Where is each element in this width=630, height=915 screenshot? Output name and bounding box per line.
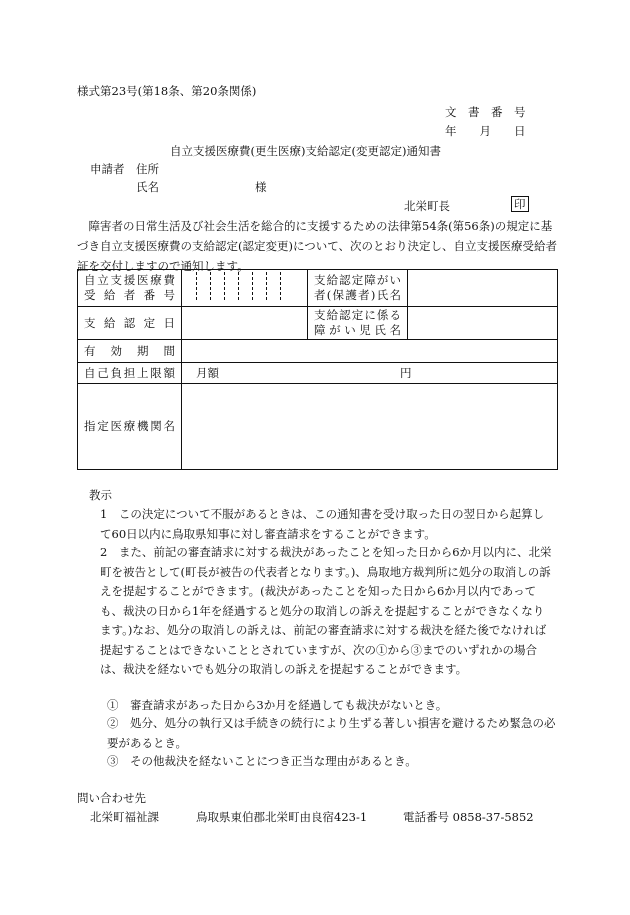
seal-mark: 印	[511, 196, 529, 212]
certification-table	[77, 269, 558, 470]
medical-institution-label: 指定医療機関名	[78, 384, 182, 470]
notice-sub-item-3: ③ その他裁決を経ないことにつき正当な理由があるとき。	[107, 754, 417, 768]
issuer: 北栄町長	[404, 199, 450, 213]
recipient-name-label: 支給認定障がい 者(保護者)氏名	[308, 270, 408, 307]
child-name-label: 支給認定に係る 障がい児氏名	[308, 307, 408, 340]
validity-period-label: 有効期間	[78, 340, 182, 363]
certification-date-label: 支給認定日	[78, 307, 182, 340]
recipient-number-field[interactable]	[182, 270, 308, 307]
recipient-number-label: 自立支援医療費 受給者番号	[78, 270, 182, 307]
notice-heading: 教示	[89, 488, 112, 502]
form-number: 様式第23号(第18条、第20条関係)	[77, 84, 257, 98]
applicant-name-label: 氏名	[136, 180, 159, 194]
intro-paragraph: 障害者の日常生活及び社会生活を総合的に支援するための法律第54条(第56条)の規定に基づき自立支援医療費の支給認定(認定変更)について、次のとおり決定し、自立支援医療受給者証を交付しますので通知します。	[77, 219, 558, 273]
yen-label: 円	[400, 366, 412, 380]
notice-item-1: 1 この決定について不服があるときは、この通知書を受け取った日の翌日から起算して60日以内に鳥取県知事に対し審査請求をすることができます。	[100, 507, 545, 541]
copay-limit-label: 自己負担上限額	[78, 363, 182, 384]
contact-heading: 問い合わせ先	[77, 791, 146, 805]
honorific: 様	[255, 180, 267, 194]
applicant-address-label: 申請者 住所	[90, 162, 159, 176]
monthly-label: 月額	[196, 366, 219, 380]
contact-address: 鳥取県東伯郡北栄町由良宿423-1	[196, 810, 368, 824]
notice-sub-item-2: ② 処分、処分の執行又は手続きの続行により生ずる著しい損害を避けるため緊急の必要があるとき。	[107, 716, 556, 750]
child-name-field[interactable]	[408, 307, 558, 340]
contact-phone: 電話番号 0858-37-5852	[403, 810, 534, 824]
copay-limit-field[interactable]	[182, 363, 558, 384]
document-title: 自立支援医療費(更生医療)支給認定(変更認定)通知書	[170, 144, 441, 158]
contact-department: 北栄町福祉課	[90, 810, 159, 824]
recipient-name-field[interactable]	[408, 270, 558, 307]
notice-item-2: 2 また、前記の審査請求に対する裁決があったことを知った日から6か月以内に、北栄町を被告として(町長が被告の代表者となります。)、鳥取地方裁判所に処分の取消しの訴えを提起することができます。(裁決があったことを知った日から6か月以内であっても、裁決の日から1年を経過すると処分の取消しの訴えを提起することができなくなります。)なお、処分の取消しの訴えは、前記の審査請求に対する裁決を経た後でなければ提起することはできないこととされていますが、次の①から③までのいずれかの場合は、裁決を経ないでも処分の取消しの訴えを提起することができます。	[100, 545, 552, 676]
certification-date-field[interactable]	[182, 307, 308, 340]
issue-date: 年 月 日	[445, 124, 526, 138]
medical-institution-field[interactable]	[182, 384, 558, 470]
document-number: 文 書 番 号	[445, 105, 526, 119]
validity-period-field[interactable]	[182, 340, 558, 363]
notice-sub-item-1: ① 審査請求があった日から3か月を経過しても裁決がないとき。	[107, 698, 448, 712]
